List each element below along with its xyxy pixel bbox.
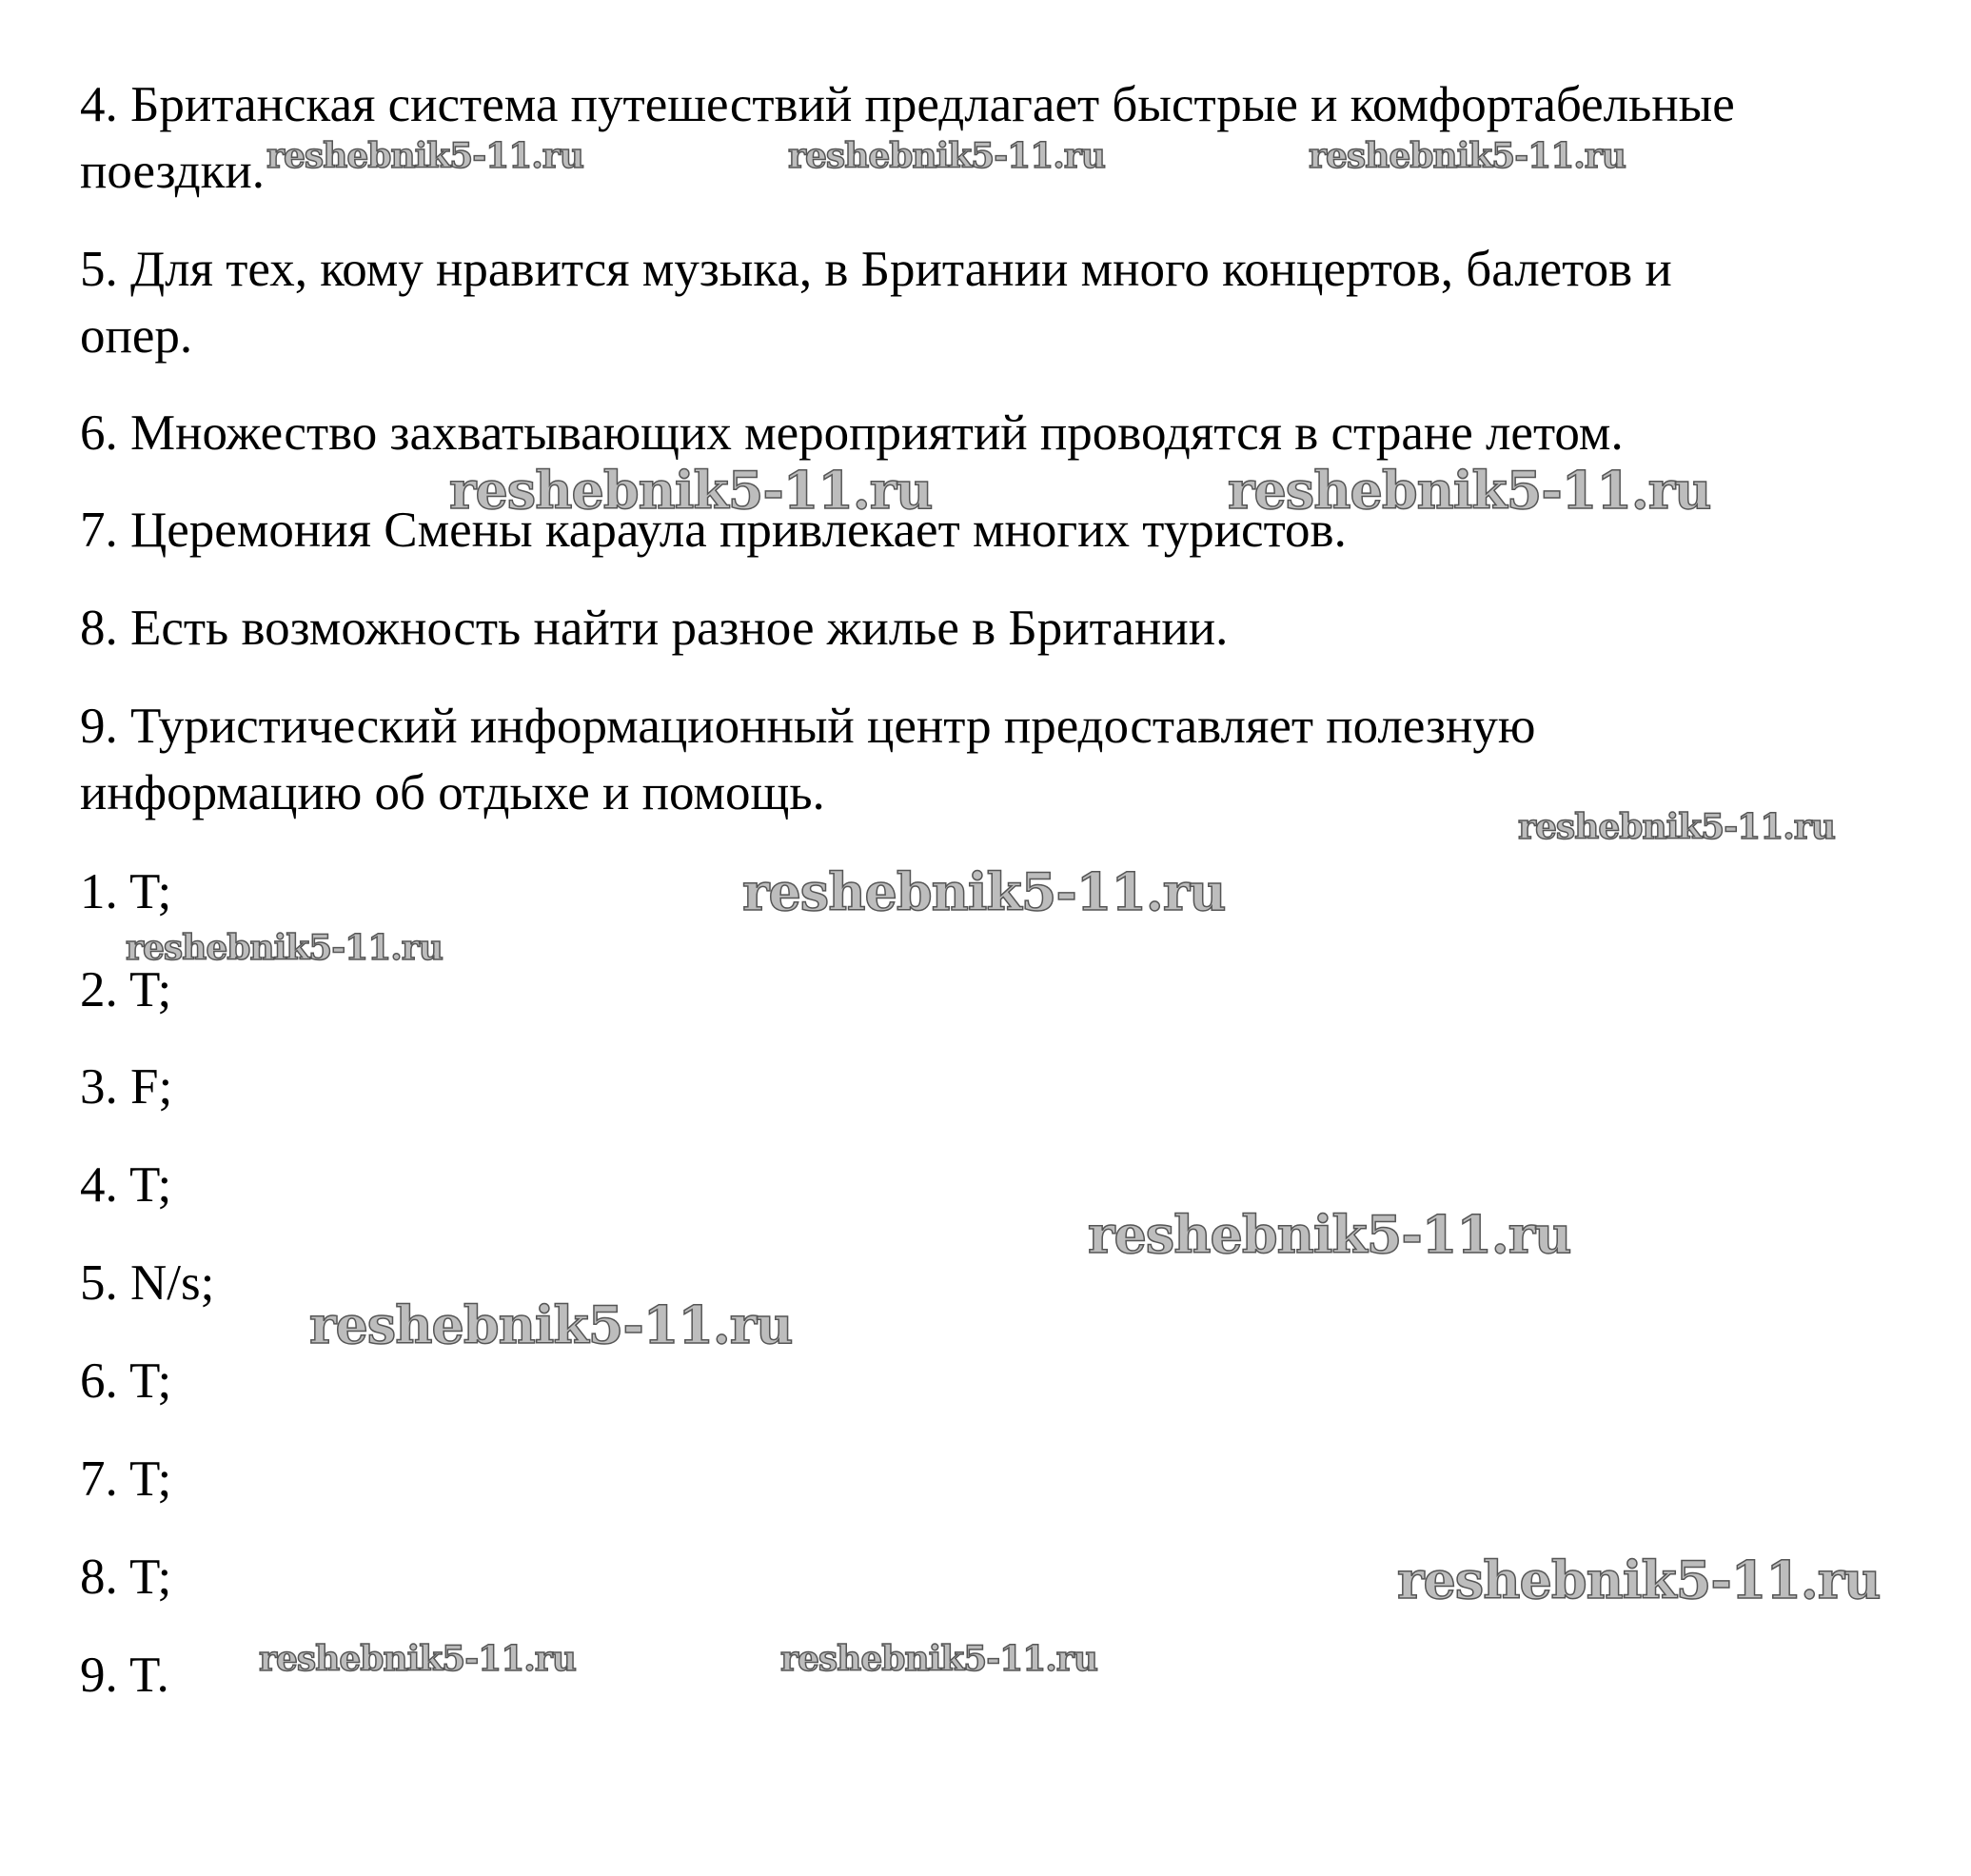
sentence-7: 7. Церемония Смены караула привлекает многих туристов. — [80, 503, 1347, 558]
answer-5: 5. N/s; — [80, 1255, 215, 1311]
watermark: reshebnik5-11.ru — [1397, 1550, 1881, 1610]
watermark: reshebnik5-11.ru — [742, 861, 1226, 922]
sentence-5-line-1: 5. Для тех, кому нравится музыка, в Британии много концертов, балетов и — [80, 242, 1672, 297]
watermark: reshebnik5-11.ru — [1088, 1204, 1571, 1265]
answer-7: 7. T; — [80, 1451, 172, 1507]
sentence-4-line-2: поездки. — [80, 144, 265, 199]
sentence-9-line-2: информацию об отдыхе и помощь. — [80, 765, 825, 820]
watermark: reshebnik5-11.ru — [259, 1639, 576, 1679]
answer-2: 2. T; — [80, 962, 172, 1017]
sentence-9-line-1: 9. Туристический информационный центр предоставляет полезную — [80, 699, 1536, 754]
sentence-8: 8. Есть возможность найти разное жилье в Британии. — [80, 601, 1229, 656]
watermark: reshebnik5-11.ru — [780, 1639, 1097, 1679]
answer-6: 6. T; — [80, 1353, 172, 1409]
answer-3: 3. F; — [80, 1059, 173, 1115]
answer-9: 9. T. — [80, 1648, 169, 1703]
watermark: reshebnik5-11.ru — [309, 1294, 793, 1355]
watermark: reshebnik5-11.ru — [126, 928, 443, 968]
watermark: reshebnik5-11.ru — [788, 136, 1105, 176]
watermark: reshebnik5-11.ru — [1518, 807, 1835, 847]
sentence-4-line-1: 4. Британская система путешествий предлагает быстрые и комфортабельные — [80, 77, 1735, 132]
sentence-5-line-2: опер. — [80, 308, 193, 364]
sentence-6: 6. Множество захватывающих мероприятий проводятся в стране летом. — [80, 405, 1624, 461]
watermark: reshebnik5-11.ru — [1228, 460, 1711, 521]
answer-1: 1. T; — [80, 864, 172, 919]
answer-4: 4. T; — [80, 1157, 172, 1213]
watermark: reshebnik5-11.ru — [1309, 136, 1626, 176]
watermark: reshebnik5-11.ru — [449, 460, 933, 521]
answer-8: 8. T; — [80, 1550, 172, 1605]
watermark: reshebnik5-11.ru — [266, 136, 583, 176]
